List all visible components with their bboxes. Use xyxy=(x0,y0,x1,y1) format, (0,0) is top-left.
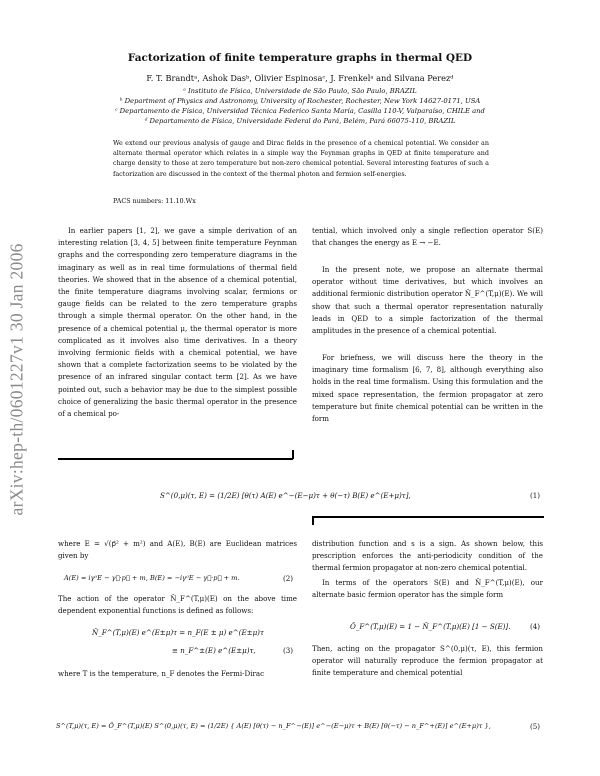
equation-5: S^(T,μ)(τ, E) = Ô_F^(T,μ)(E) S^(0,μ)(τ, E) = (1/2E) { A(E) [θ(τ) − n_F^−(E)] e^−(E−μ)τ + B(E) [θ(−τ) − n_F^+(E)] e^(E+μ)τ }, xyxy=(56,722,491,730)
equation-4-number: (4) xyxy=(530,622,541,631)
affiliation-a: ᵃ Instituto de Física, Universidade de São Paulo, São Paulo, BRAZIL xyxy=(183,87,417,95)
right-paragraph-propagator: Then, acting on the propagator S^(0,μ)(τ, E), this fermion operator will naturally reproduce the fermion propagator at finite temperature and chemical potential xyxy=(312,644,543,678)
equation-3-number: (3) xyxy=(283,646,294,655)
equation-3a: N̂_F^(T,μ)(E) e^(E±μ)τ = n_F(E ± μ) e^(E±μ)τ xyxy=(92,628,264,637)
right-column-rule xyxy=(312,516,544,518)
equation-4: Ô_F^(T,μ)(E) = 1 − N̂_F^(T,μ)(E) [1 − S(E)]. xyxy=(350,622,511,631)
affiliation-c: ᶜ Departamento de Física, Universidad Técnica Federico Santa María, Casilla 110-V, Valparaíso, CHILE and xyxy=(115,107,485,115)
right-column-tick xyxy=(312,516,314,525)
right-paragraph-distribution: distribution function and s is a sign. As shown below, this prescription enforces the anti-periodicity condition of the thermal fermion propagator at non-zero chemical potential. xyxy=(312,539,543,573)
arxiv-identifier: arXiv:hep-th/0601227v1 30 Jan 2006 xyxy=(6,243,27,516)
left-paragraph-intro: In earlier papers [1, 2], we gave a simple derivation of an interesting relation [3, 4, 5] between finite temperature Feynman graphs and the corresponding zero temperature diagrams in the imaginary as well as in real time formulations of thermal field theories. We showed that in the absence of a chemical potential, the finite temperature diagrams involving scalar, fermions or gauge fields can be related to the zero temperature graphs through a simple thermal operator. On the other hand, in the presence of a chemical potential μ, the thermal operator is more complicated as it involves also time derivatives. In a theory involving fermionic fields with a chemical potential, we have shown that a complete factorization seems to be violated by the presence of an infrared singular contact term [2]. As we have pointed out, such a behavior may be due to the simplest possible choice of generalizing the basic thermal operator in the presence of a chemical po- xyxy=(58,226,297,419)
equation-5-number: (5) xyxy=(530,722,541,731)
left-paragraph-operator: The action of the operator N̂_F^(T,μ)(E) on the above time dependent exponential functions is defined as follows: xyxy=(58,594,297,616)
abstract: We extend our previous analysis of gauge and Dirac fields in the presence of a chemical potential. We consider an alternate thermal operator which relates in a simple way the Feynman graphs in QED at finite temperature and charge density to those at zero temperature but non-zero chemical potential. Several interesting features of such a factorization are discussed in the context of the thermal photon and fermion self-energies. xyxy=(113,139,489,178)
author-list: F. T. Brandtᵃ, Ashok Dasᵇ, Olivier Espinosaᶜ, J. Frenkelᵃ and Silvana Perezᵈ xyxy=(146,73,454,83)
left-paragraph-energy: where E = √(p⃗² + m²) and A(E), B(E) are Euclidean matrices given by xyxy=(58,539,297,561)
right-paragraph-operators: In terms of the operators S(E) and N̂_F^(T,μ)(E), our alternate basic fermion operator has the simple form xyxy=(312,578,543,600)
equation-2-number: (2) xyxy=(283,574,294,583)
right-paragraph-continuation: tential, which involved only a single reflection operator S(E) that changes the energy as E → −E. xyxy=(312,226,543,248)
affiliation-d: ᵈ Departamento de Física, Universidade Federal do Pará, Belém, Pará 66075-110, BRAZIL xyxy=(144,117,456,125)
equation-1: S^(0,μ)(τ, E) = (1/2E) [θ(τ) A(E) e^−(E−μ)τ + θ(−τ) B(E) e^(E+μ)τ], xyxy=(160,491,411,500)
right-paragraph-proposal: In the present note, we propose an alternate thermal operator without time derivatives, but which involves an additional fermionic distribution operator N̂_F^(T,μ)(E). We will show that such a thermal operator representation naturally leads in QED to a simple factorization of the thermal amplitudes in the presence of a chemical potential. xyxy=(312,265,543,336)
equation-1-number: (1) xyxy=(530,491,541,500)
left-column-rule xyxy=(58,458,293,460)
equation-3b: ≡ n_F^±(E) e^(E±μ)τ, xyxy=(172,646,256,655)
affiliation-b: ᵇ Department of Physics and Astronomy, University of Rochester, Rochester, New York 14627-0171, USA xyxy=(119,97,481,105)
left-column-tick xyxy=(292,450,294,459)
right-paragraph-formalism: For briefness, we will discuss here the theory in the imaginary time formalism [6, 7, 8], although everything also holds in the real time formalism. Using this formulation and the mixed space representation, the fermion propagator at zero temperature but finite chemical potential can be written in the form xyxy=(312,353,543,424)
left-paragraph-temperature: where T is the temperature, n_F denotes the Fermi-Dirac xyxy=(58,669,265,678)
equation-2: A(E) = iγ⁰E − γ⃗·p⃗ + m, B(E) = −iγ⁰E − γ⃗·p⃗ + m. xyxy=(64,574,240,582)
paper-title: Factorization of finite temperature graphs in thermal QED xyxy=(127,52,473,64)
pacs-numbers: PACS numbers: 11.10.Wx xyxy=(113,197,196,205)
